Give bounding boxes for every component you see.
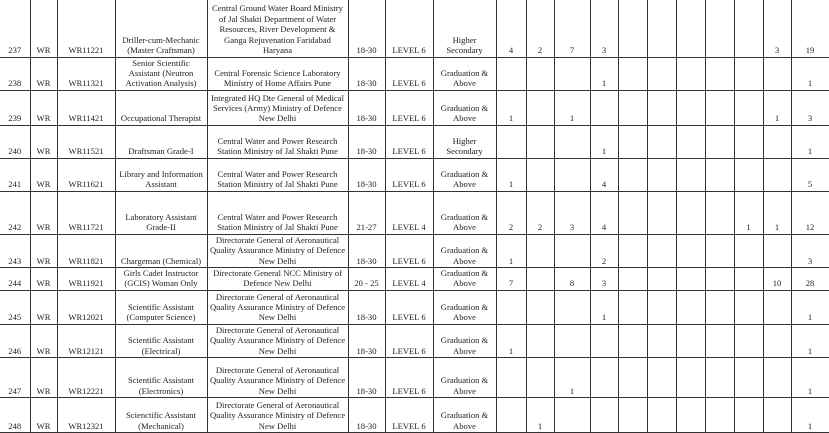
post-code-cell: WR12121 (57, 324, 115, 357)
education-cell: Graduation & Above (433, 90, 496, 125)
vacancy-count-cell (705, 191, 734, 234)
vacancy-count-cell: 1 (734, 191, 763, 234)
table-row (0, 158, 829, 191)
vacancy-count-cell (647, 324, 676, 357)
vacancy-count-cell (618, 397, 647, 432)
post-code-cell: WR11521 (57, 125, 115, 158)
zone-cell: WR (30, 267, 57, 290)
total-vacancies-cell: 1 (791, 324, 829, 357)
vacancy-count-cell (647, 0, 676, 57)
vacancy-count-cell (554, 57, 590, 90)
vacancy-count-cell: 1 (496, 90, 526, 125)
post-name-cell: Library and Information Assistant (115, 158, 207, 191)
vacancy-count-cell (618, 0, 647, 57)
department-cell: Central Forensic Science Laboratory Ministry of Home Affairs Pune (207, 57, 348, 90)
vacancy-count-cell (763, 158, 791, 191)
vacancy-count-cell (647, 191, 676, 234)
education-cell: Graduation & Above (433, 267, 496, 290)
vacancy-count-cell (554, 290, 590, 324)
zone-cell: WR (30, 57, 57, 90)
vacancy-count-cell (618, 57, 647, 90)
vacancy-count-cell: 4 (496, 0, 526, 57)
department-cell: Directorate General NCC Ministry of Defence New Delhi (207, 267, 348, 290)
post-name-cell: Scientific Assistant (Electrical) (115, 324, 207, 357)
serial-number-cell: 248 (0, 397, 30, 432)
vacancy-count-cell (590, 324, 618, 357)
vacancy-count-cell (705, 125, 734, 158)
age-limit-cell: 18-30 (348, 0, 385, 57)
vacancy-count-cell: 3 (763, 0, 791, 57)
education-cell: Graduation & Above (433, 57, 496, 90)
vacancy-count-cell (554, 397, 590, 432)
vacancy-count-cell: 1 (554, 90, 590, 125)
vacancy-count-cell (676, 57, 705, 90)
education-cell: Graduation & Above (433, 191, 496, 234)
total-vacancies-cell: 1 (791, 290, 829, 324)
vacancy-count-cell: 3 (590, 267, 618, 290)
total-vacancies-cell: 1 (791, 357, 829, 397)
pay-level-cell: LEVEL 6 (385, 158, 433, 191)
vacancy-count-cell (554, 158, 590, 191)
vacancy-count-cell: 7 (496, 267, 526, 290)
education-cell: Graduation & Above (433, 397, 496, 432)
table-row (0, 57, 829, 90)
vacancy-count-cell (676, 267, 705, 290)
vacancy-count-cell (676, 191, 705, 234)
vacancy-count-cell (618, 267, 647, 290)
zone-cell: WR (30, 290, 57, 324)
vacancy-count-cell (763, 234, 791, 267)
post-name-cell: Draftsman Grade-I (115, 125, 207, 158)
department-cell: Central Water and Power Research Station Ministry of Jal Shakti Pune (207, 125, 348, 158)
age-limit-cell: 20 - 25 (348, 267, 385, 290)
vacancy-count-cell (526, 234, 554, 267)
department-cell: Integrated HQ Dte General of Medical Services (Army) Ministry of Defence New Delhi (207, 90, 348, 125)
zone-cell: WR (30, 0, 57, 57)
pay-level-cell: LEVEL 6 (385, 57, 433, 90)
pay-level-cell: LEVEL 6 (385, 357, 433, 397)
vacancy-count-cell (676, 397, 705, 432)
post-name-cell: Scienctific Assistant (Mechanical) (115, 397, 207, 432)
age-limit-cell: 18-30 (348, 357, 385, 397)
pay-level-cell: LEVEL 4 (385, 267, 433, 290)
pay-level-cell: LEVEL 6 (385, 125, 433, 158)
vacancy-count-cell (676, 0, 705, 57)
vacancy-count-cell (618, 158, 647, 191)
zone-cell: WR (30, 234, 57, 267)
vacancy-count-cell: 1 (763, 191, 791, 234)
vacancy-count-cell (734, 324, 763, 357)
total-vacancies-cell: 12 (791, 191, 829, 234)
vacancy-count-cell (734, 290, 763, 324)
vacancy-count-cell: 8 (554, 267, 590, 290)
total-vacancies-cell: 19 (791, 0, 829, 57)
table-row (0, 191, 829, 234)
age-limit-cell: 21-27 (348, 191, 385, 234)
serial-number-cell: 247 (0, 357, 30, 397)
vacancy-count-cell (526, 90, 554, 125)
vacancy-count-cell (676, 324, 705, 357)
vacancy-count-cell (763, 397, 791, 432)
vacancy-count-cell (763, 324, 791, 357)
vacancy-count-cell (526, 357, 554, 397)
age-limit-cell: 18-30 (348, 158, 385, 191)
vacancy-count-cell (526, 267, 554, 290)
vacancy-count-cell (618, 125, 647, 158)
table-row (0, 397, 829, 432)
vacancy-count-cell: 4 (590, 158, 618, 191)
vacancy-count-cell (647, 234, 676, 267)
vacancy-count-cell (676, 125, 705, 158)
vacancy-count-cell (618, 234, 647, 267)
table-row (0, 267, 829, 290)
zone-cell: WR (30, 357, 57, 397)
vacancy-count-cell: 1 (590, 290, 618, 324)
vacancy-count-cell (734, 234, 763, 267)
vacancy-count-cell: 2 (526, 191, 554, 234)
vacancy-count-cell: 1 (496, 324, 526, 357)
vacancy-count-cell (647, 125, 676, 158)
vacancy-count-cell (590, 90, 618, 125)
vacancy-count-cell (618, 290, 647, 324)
vacancy-count-cell (734, 267, 763, 290)
serial-number-cell: 243 (0, 234, 30, 267)
vacancy-count-cell (705, 290, 734, 324)
vacancy-count-cell (618, 90, 647, 125)
vacancy-count-cell: 1 (526, 397, 554, 432)
zone-cell: WR (30, 324, 57, 357)
serial-number-cell: 237 (0, 0, 30, 57)
vacancy-count-cell (705, 397, 734, 432)
vacancy-count-cell (734, 158, 763, 191)
vacancy-count-cell: 3 (554, 191, 590, 234)
department-cell: Central Ground Water Board Ministry of Jal Shakti Department of Water Resources, River Development & Ganga Rejuvenation Faridabad Haryana (207, 0, 348, 57)
vacancy-count-cell (618, 357, 647, 397)
age-limit-cell: 18-30 (348, 90, 385, 125)
table-row (0, 357, 829, 397)
table-row (0, 0, 829, 57)
post-code-cell: WR11621 (57, 158, 115, 191)
total-vacancies-cell: 5 (791, 158, 829, 191)
post-name-cell: Chargeman (Chemical) (115, 234, 207, 267)
vacancy-count-cell (647, 57, 676, 90)
vacancy-count-cell (734, 125, 763, 158)
post-name-cell: Driller-cum-Mechanic (Master Craftsman) (115, 0, 207, 57)
vacancy-count-cell (590, 357, 618, 397)
vacancy-count-cell (647, 357, 676, 397)
total-vacancies-cell: 1 (791, 397, 829, 432)
vacancy-count-cell (647, 290, 676, 324)
post-code-cell: WR12021 (57, 290, 115, 324)
serial-number-cell: 239 (0, 90, 30, 125)
vacancy-count-cell (705, 90, 734, 125)
post-code-cell: WR11921 (57, 267, 115, 290)
pay-level-cell: LEVEL 6 (385, 90, 433, 125)
serial-number-cell: 244 (0, 267, 30, 290)
vacancy-count-cell: 1 (554, 357, 590, 397)
department-cell: Directorate General of Aeronautical Quality Assurance Ministry of Defence New Delhi (207, 290, 348, 324)
vacancy-count-cell: 1 (590, 125, 618, 158)
post-name-cell: Scientific Assistant (Electronics) (115, 357, 207, 397)
zone-cell: WR (30, 158, 57, 191)
pay-level-cell: LEVEL 6 (385, 324, 433, 357)
vacancy-count-cell (676, 234, 705, 267)
zone-cell: WR (30, 90, 57, 125)
post-name-cell: Laboratory Assistant Grade-II (115, 191, 207, 234)
age-limit-cell: 18-30 (348, 234, 385, 267)
vacancy-count-cell (676, 357, 705, 397)
vacancy-count-cell (705, 234, 734, 267)
vacancy-count-cell (676, 90, 705, 125)
vacancy-count-cell: 1 (763, 90, 791, 125)
vacancy-count-cell (554, 125, 590, 158)
vacancy-count-cell (496, 357, 526, 397)
education-cell: Graduation & Above (433, 357, 496, 397)
vacancy-count-cell (676, 158, 705, 191)
serial-number-cell: 246 (0, 324, 30, 357)
education-cell: Graduation & Above (433, 290, 496, 324)
vacancy-count-cell (526, 125, 554, 158)
pay-level-cell: LEVEL 6 (385, 397, 433, 432)
total-vacancies-cell: 28 (791, 267, 829, 290)
age-limit-cell: 18-30 (348, 57, 385, 90)
vacancy-count-cell (676, 290, 705, 324)
vacancy-count-cell: 2 (590, 234, 618, 267)
vacancy-count-cell (705, 357, 734, 397)
zone-cell: WR (30, 125, 57, 158)
vacancy-count-cell (763, 357, 791, 397)
vacancy-count-cell (763, 290, 791, 324)
vacancy-count-cell (554, 324, 590, 357)
vacancy-count-cell (590, 397, 618, 432)
vacancy-count-cell (618, 191, 647, 234)
post-name-cell: Occupational Therapist (115, 90, 207, 125)
education-cell: Higher Secondary (433, 125, 496, 158)
post-name-cell: Girls Cadet Instructor (GCIS) Woman Only (115, 267, 207, 290)
total-vacancies-cell: 3 (791, 234, 829, 267)
post-code-cell: WR11221 (57, 0, 115, 57)
vacancy-count-cell: 7 (554, 0, 590, 57)
post-name-cell: Senior Scientific Assistant (Neutron Activation Analysis) (115, 57, 207, 90)
department-cell: Central Water and Power Research Station Ministry of Jal Shakti Pune (207, 191, 348, 234)
vacancy-count-cell (647, 158, 676, 191)
vacancy-count-cell: 1 (496, 158, 526, 191)
age-limit-cell: 18-30 (348, 290, 385, 324)
vacancy-count-cell (526, 324, 554, 357)
vacancy-count-cell: 2 (526, 0, 554, 57)
education-cell: Graduation & Above (433, 234, 496, 267)
vacancy-count-cell (763, 125, 791, 158)
vacancy-count-cell (496, 397, 526, 432)
vacancy-count-cell (647, 90, 676, 125)
department-cell: Directorate General of Aeronautical Quality Assurance Ministry of Defence New Delhi (207, 397, 348, 432)
vacancy-count-cell: 3 (590, 0, 618, 57)
total-vacancies-cell: 3 (791, 90, 829, 125)
vacancy-count-cell: 1 (590, 57, 618, 90)
vacancy-count-cell (496, 125, 526, 158)
total-vacancies-cell: 1 (791, 57, 829, 90)
education-cell: Graduation & Above (433, 324, 496, 357)
table-row (0, 324, 829, 357)
zone-cell: WR (30, 191, 57, 234)
serial-number-cell: 241 (0, 158, 30, 191)
vacancy-count-cell (496, 57, 526, 90)
serial-number-cell: 245 (0, 290, 30, 324)
vacancy-count-cell (526, 290, 554, 324)
vacancy-count-cell: 10 (763, 267, 791, 290)
vacancy-count-cell (734, 57, 763, 90)
vacancy-count-cell (705, 57, 734, 90)
age-limit-cell: 18-30 (348, 125, 385, 158)
vacancy-count-cell (734, 397, 763, 432)
post-code-cell: WR11721 (57, 191, 115, 234)
table-row (0, 125, 829, 158)
table-row (0, 90, 829, 125)
pay-level-cell: LEVEL 6 (385, 0, 433, 57)
vacancy-count-cell (526, 57, 554, 90)
post-name-cell: Scientific Assistant (Computer Science) (115, 290, 207, 324)
post-code-cell: WR11421 (57, 90, 115, 125)
education-cell: Graduation & Above (433, 158, 496, 191)
age-limit-cell: 18-30 (348, 397, 385, 432)
vacancy-count-cell (526, 158, 554, 191)
serial-number-cell: 240 (0, 125, 30, 158)
department-cell: Directorate General of Aeronautical Quality Assurance Ministry of Defence New Delhi (207, 234, 348, 267)
vacancy-count-cell: 4 (590, 191, 618, 234)
vacancy-count-cell (496, 290, 526, 324)
vacancy-count-cell (554, 234, 590, 267)
table-row (0, 290, 829, 324)
department-cell: Directorate General of Aeronautical Quality Assurance Ministry of Defence New Delhi (207, 324, 348, 357)
vacancy-count-cell (705, 324, 734, 357)
vacancy-count-cell: 1 (496, 234, 526, 267)
vacancy-count-cell (734, 357, 763, 397)
table-row (0, 234, 829, 267)
zone-cell: WR (30, 397, 57, 432)
post-code-cell: WR11321 (57, 57, 115, 90)
education-cell: Higher Secondary (433, 0, 496, 57)
vacancy-count-cell (705, 0, 734, 57)
post-code-cell: WR11821 (57, 234, 115, 267)
vacancy-count-cell (618, 324, 647, 357)
serial-number-cell: 238 (0, 57, 30, 90)
vacancy-count-cell (734, 90, 763, 125)
vacancy-count-cell (647, 397, 676, 432)
department-cell: Central Water and Power Research Station Ministry of Jal Shakti Pune (207, 158, 348, 191)
pay-level-cell: LEVEL 6 (385, 290, 433, 324)
pay-level-cell: LEVEL 6 (385, 234, 433, 267)
department-cell: Directorate General of Aeronautical Quality Assurance Ministry of Defence New Delhi (207, 357, 348, 397)
post-code-cell: WR12221 (57, 357, 115, 397)
vacancy-count-cell (647, 267, 676, 290)
serial-number-cell: 242 (0, 191, 30, 234)
vacancy-count-cell: 2 (496, 191, 526, 234)
pay-level-cell: LEVEL 4 (385, 191, 433, 234)
vacancy-count-cell (705, 158, 734, 191)
vacancy-count-cell (734, 0, 763, 57)
total-vacancies-cell: 1 (791, 125, 829, 158)
vacancy-count-cell (705, 267, 734, 290)
vacancy-count-cell (763, 57, 791, 90)
age-limit-cell: 18-30 (348, 324, 385, 357)
post-code-cell: WR12321 (57, 397, 115, 432)
